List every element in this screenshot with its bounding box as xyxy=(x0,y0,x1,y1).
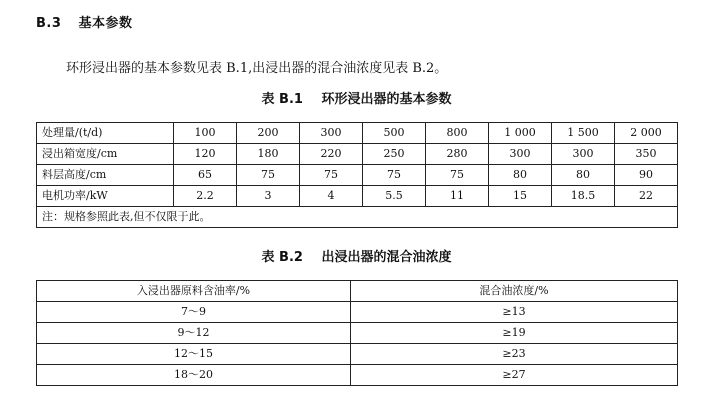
table2-row xyxy=(37,323,678,344)
table1-cell: 300 xyxy=(489,144,552,165)
table1-cell: 100 xyxy=(174,123,237,144)
table1-cell: 1 500 xyxy=(552,123,615,144)
table2-cell: ≥19 xyxy=(351,323,678,344)
table1-row xyxy=(37,144,678,165)
table1-row-label: 电机功率/kW xyxy=(37,186,174,207)
table2-row xyxy=(37,302,678,323)
table2-row xyxy=(37,344,678,365)
table1-cell: 75 xyxy=(426,165,489,186)
table1-cell: 120 xyxy=(174,144,237,165)
table1-caption xyxy=(0,88,713,107)
table1-cell: 200 xyxy=(237,123,300,144)
table1-cell: 1 000 xyxy=(489,123,552,144)
table1-cell: 5.5 xyxy=(363,186,426,207)
table1-cell: 2.2 xyxy=(174,186,237,207)
table1-cell: 22 xyxy=(615,186,678,207)
table2-cell: 9～12 xyxy=(37,323,351,344)
table1-cell: 2 000 xyxy=(615,123,678,144)
intro-paragraph: 环形浸出器的基本参数见表 B.1,出浸出器的混合油浓度见表 B.2。 xyxy=(66,61,448,76)
table1-cell: 75 xyxy=(237,165,300,186)
table2-header-cell: 混合油浓度/% xyxy=(351,281,678,302)
table2-row xyxy=(37,365,678,386)
basic-parameters-table xyxy=(36,122,678,228)
table1-row xyxy=(37,186,678,207)
table2-caption-title: 出浸出器的混合油浓度 xyxy=(321,250,452,265)
table1-cell: 15 xyxy=(489,186,552,207)
table1-cell: 350 xyxy=(615,144,678,165)
table1-cell: 75 xyxy=(363,165,426,186)
table2-header-row xyxy=(37,281,678,302)
table1-cell: 180 xyxy=(237,144,300,165)
table1-row-label: 料层高度/cm xyxy=(37,165,174,186)
table1-cell: 220 xyxy=(300,144,363,165)
oil-concentration-table xyxy=(36,280,678,386)
table2-cell: 7～9 xyxy=(37,302,351,323)
table1-caption-title: 环形浸出器的基本参数 xyxy=(321,92,452,107)
table1-row xyxy=(37,123,678,144)
table1-row xyxy=(37,165,678,186)
table2-cell: 18～20 xyxy=(37,365,351,386)
table2-caption-number: 表 B.2 xyxy=(261,250,303,265)
table2-header-cell: 入浸出器原料含油率/% xyxy=(37,281,351,302)
table1-cell: 800 xyxy=(426,123,489,144)
table1-cell: 3 xyxy=(237,186,300,207)
section-number: B.3 xyxy=(36,16,62,31)
table1-cell: 80 xyxy=(552,165,615,186)
table1-cell: 500 xyxy=(363,123,426,144)
table1-cell: 4 xyxy=(300,186,363,207)
table1-cell: 11 xyxy=(426,186,489,207)
table1-row-label: 处理量/(t/d) xyxy=(37,123,174,144)
table1-cell: 75 xyxy=(300,165,363,186)
table2-cell: ≥23 xyxy=(351,344,678,365)
table2-caption xyxy=(0,246,713,265)
table2-cell: ≥13 xyxy=(351,302,678,323)
table1-cell: 280 xyxy=(426,144,489,165)
section-heading xyxy=(36,12,132,31)
table1-cell: 300 xyxy=(552,144,615,165)
table1-cell: 65 xyxy=(174,165,237,186)
table1-caption-number: 表 B.1 xyxy=(261,92,303,107)
table1-cell: 250 xyxy=(363,144,426,165)
table1-cell: 80 xyxy=(489,165,552,186)
table1-note: 注：规格参照此表,但不仅限于此。 xyxy=(37,207,678,228)
table1-cell: 18.5 xyxy=(552,186,615,207)
table1-note-row xyxy=(37,207,678,228)
table1-cell: 300 xyxy=(300,123,363,144)
table1-cell: 90 xyxy=(615,165,678,186)
table1-row-label: 浸出箱宽度/cm xyxy=(37,144,174,165)
table2-cell: ≥27 xyxy=(351,365,678,386)
section-title: 基本参数 xyxy=(78,16,133,31)
table2-cell: 12～15 xyxy=(37,344,351,365)
